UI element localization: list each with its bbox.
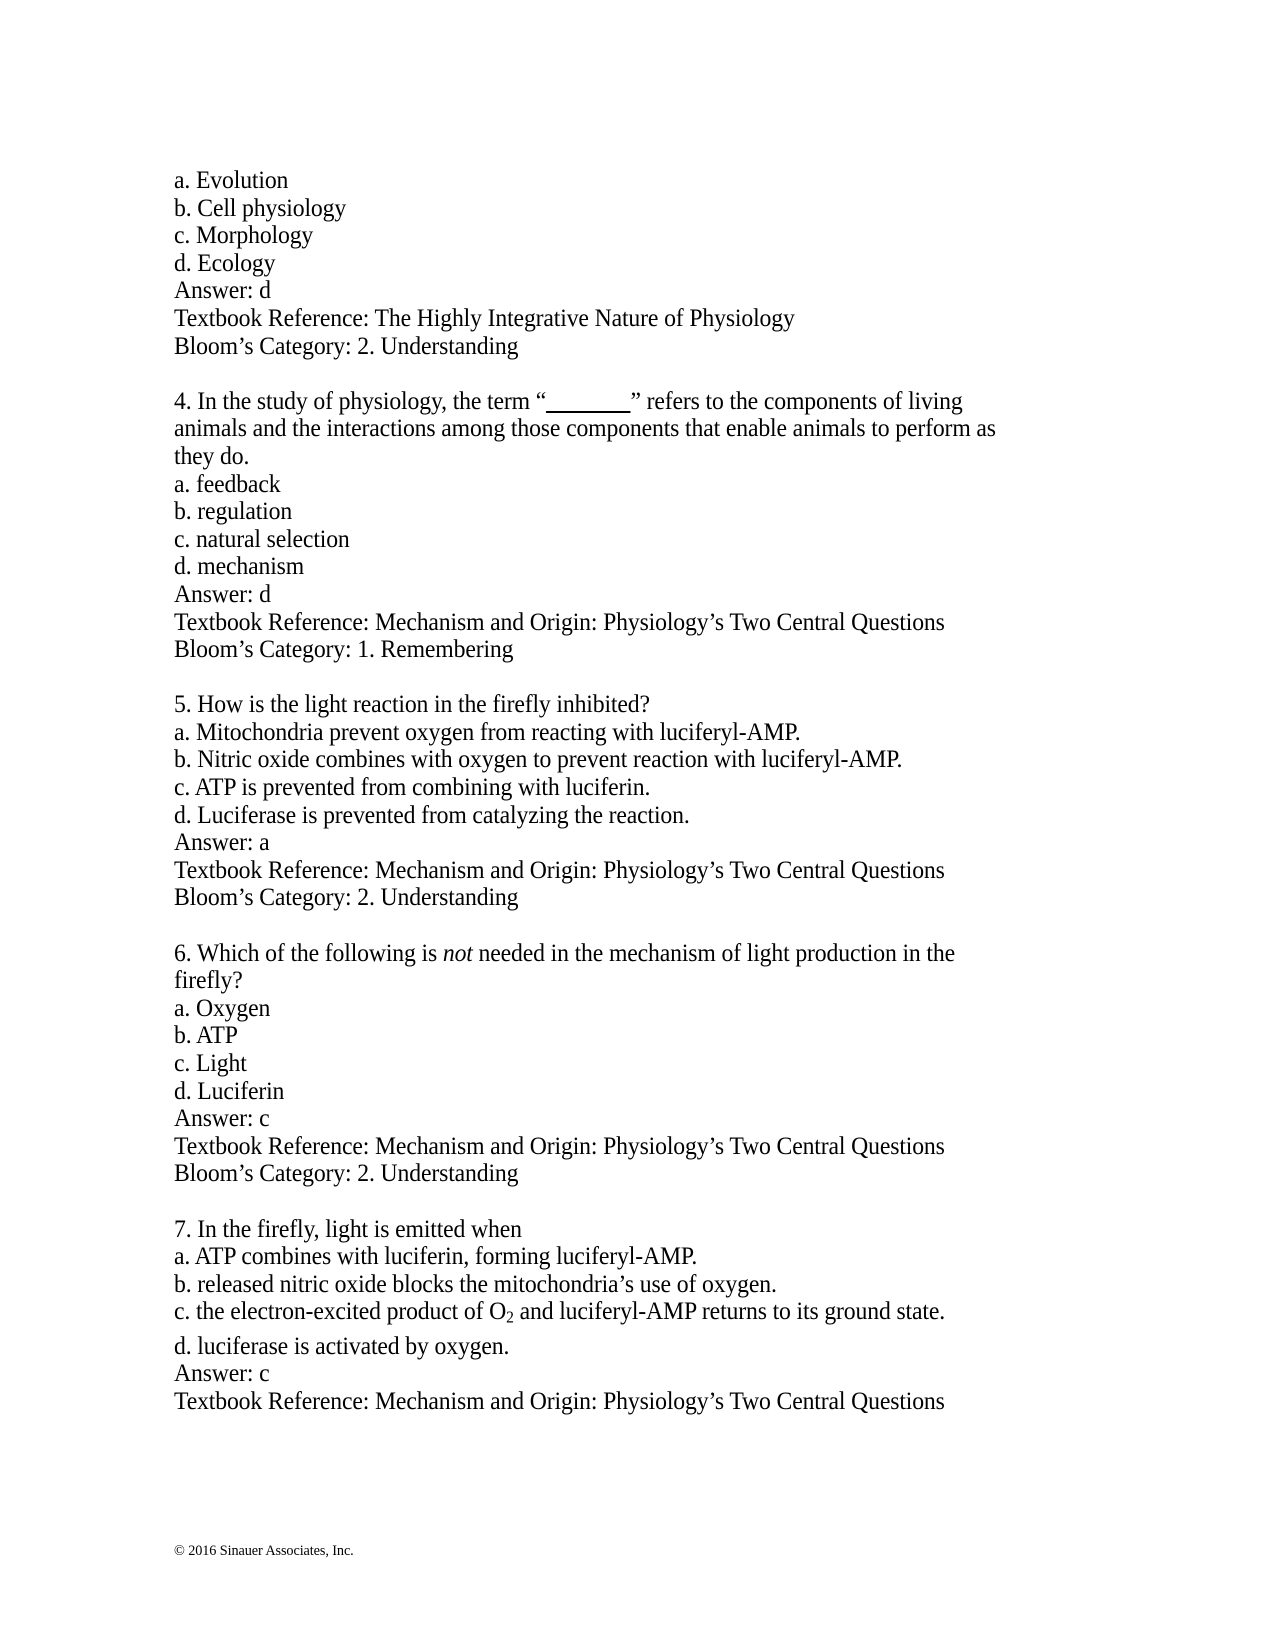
question-4-stem [174,387,1019,470]
answer-line: Answer: c [174,1103,270,1133]
textbook-reference-line: Textbook Reference: Mechanism and Origin: Physiology’s Two Central Questions [174,606,945,636]
option-c: c. Morphology [174,220,314,250]
option-c-part2: and luciferyl-AMP returns to its ground state. [513,1296,946,1326]
blooms-category-line: Bloom’s Category: 1. Remembering [174,634,514,664]
option-c: c. Light [174,1048,247,1077]
textbook-reference-line: Textbook Reference: The Highly Integrative Nature of Physiology [174,302,795,332]
option-a: a. Mitochondria prevent oxygen from reacting with luciferyl-AMP. [174,716,801,746]
answer-line: Answer: d [174,578,271,608]
option-b: b. regulation [174,496,293,526]
textbook-reference-line: Textbook Reference: Mechanism and Origin: Physiology’s Two Central Questions [174,1385,945,1415]
paragraph-spacer [174,359,1019,387]
answer-line: Answer: a [174,827,270,857]
option-d: d. Ecology [174,247,276,277]
option-b: b. Cell physiology [174,192,347,222]
stem-text-part2: ” refers to the components of living animals and the interactions among those components that enable animals to perform as they do. [174,385,1002,470]
option-c [174,1297,1019,1331]
stem-text-part1: 6. Which of the following is [174,937,443,967]
option-c: c. natural selection [174,523,350,553]
option-b: b. released nitric oxide blocks the mitochondria’s use of oxygen. [174,1268,777,1298]
question-7-stem: 7. In the firefly, light is emitted when [174,1213,522,1243]
question-5-block [174,690,1019,911]
paragraph-spacer [174,1187,1019,1215]
stem-text-part2: needed in the mechanism of light production in the firefly? [174,937,961,995]
textbook-reference-line: Textbook Reference: Mechanism and Origin: Physiology’s Two Central Questions [174,1130,945,1160]
paragraph-spacer [174,911,1019,939]
option-c: c. ATP is prevented from combining with luciferin. [174,772,651,802]
option-a: a. Evolution [174,165,289,194]
question-7-block [174,1215,1019,1415]
option-a: a. feedback [174,468,281,498]
answer-line: Answer: d [174,275,271,305]
option-a: a. Oxygen [174,992,271,1022]
stem-emphasis-not: not [442,937,473,967]
blooms-category-line: Bloom’s Category: 2. Understanding [174,1158,519,1188]
blooms-category-line: Bloom’s Category: 2. Understanding [174,330,519,360]
oxygen-subscript: 2 [506,1308,514,1328]
option-d: d. mechanism [174,551,305,581]
question-6-block [174,939,1019,1187]
answer-line: Answer: c [174,1358,270,1388]
option-b: b. Nitric oxide combines with oxygen to prevent reaction with luciferyl-AMP. [174,744,903,774]
option-d: d. luciferase is activated by oxygen. [174,1330,510,1360]
question-3-block [174,166,1019,359]
stem-text-part1: 4. In the study of physiology, the term “ [174,385,547,415]
question-5-stem: 5. How is the light reaction in the firefly inhibited? [174,689,650,719]
fill-in-blank: _______ [546,385,631,415]
option-c-part1: c. the electron-excited product of O [174,1296,507,1326]
page-footer-copyright: © 2016 Sinauer Associates, Inc. [174,1543,354,1559]
option-d: d. Luciferase is prevented from catalyzing the reaction. [174,799,690,829]
question-6-stem [174,939,1019,994]
document-body [174,166,1019,1414]
blooms-category-line: Bloom’s Category: 2. Understanding [174,882,519,912]
option-d: d. Luciferin [174,1075,285,1105]
option-a: a. ATP combines with luciferin, forming luciferyl-AMP. [174,1241,698,1271]
paragraph-spacer [174,663,1019,691]
option-b: b. ATP [174,1020,238,1050]
question-4-block [174,387,1019,663]
textbook-reference-line: Textbook Reference: Mechanism and Origin: Physiology’s Two Central Questions [174,854,945,884]
